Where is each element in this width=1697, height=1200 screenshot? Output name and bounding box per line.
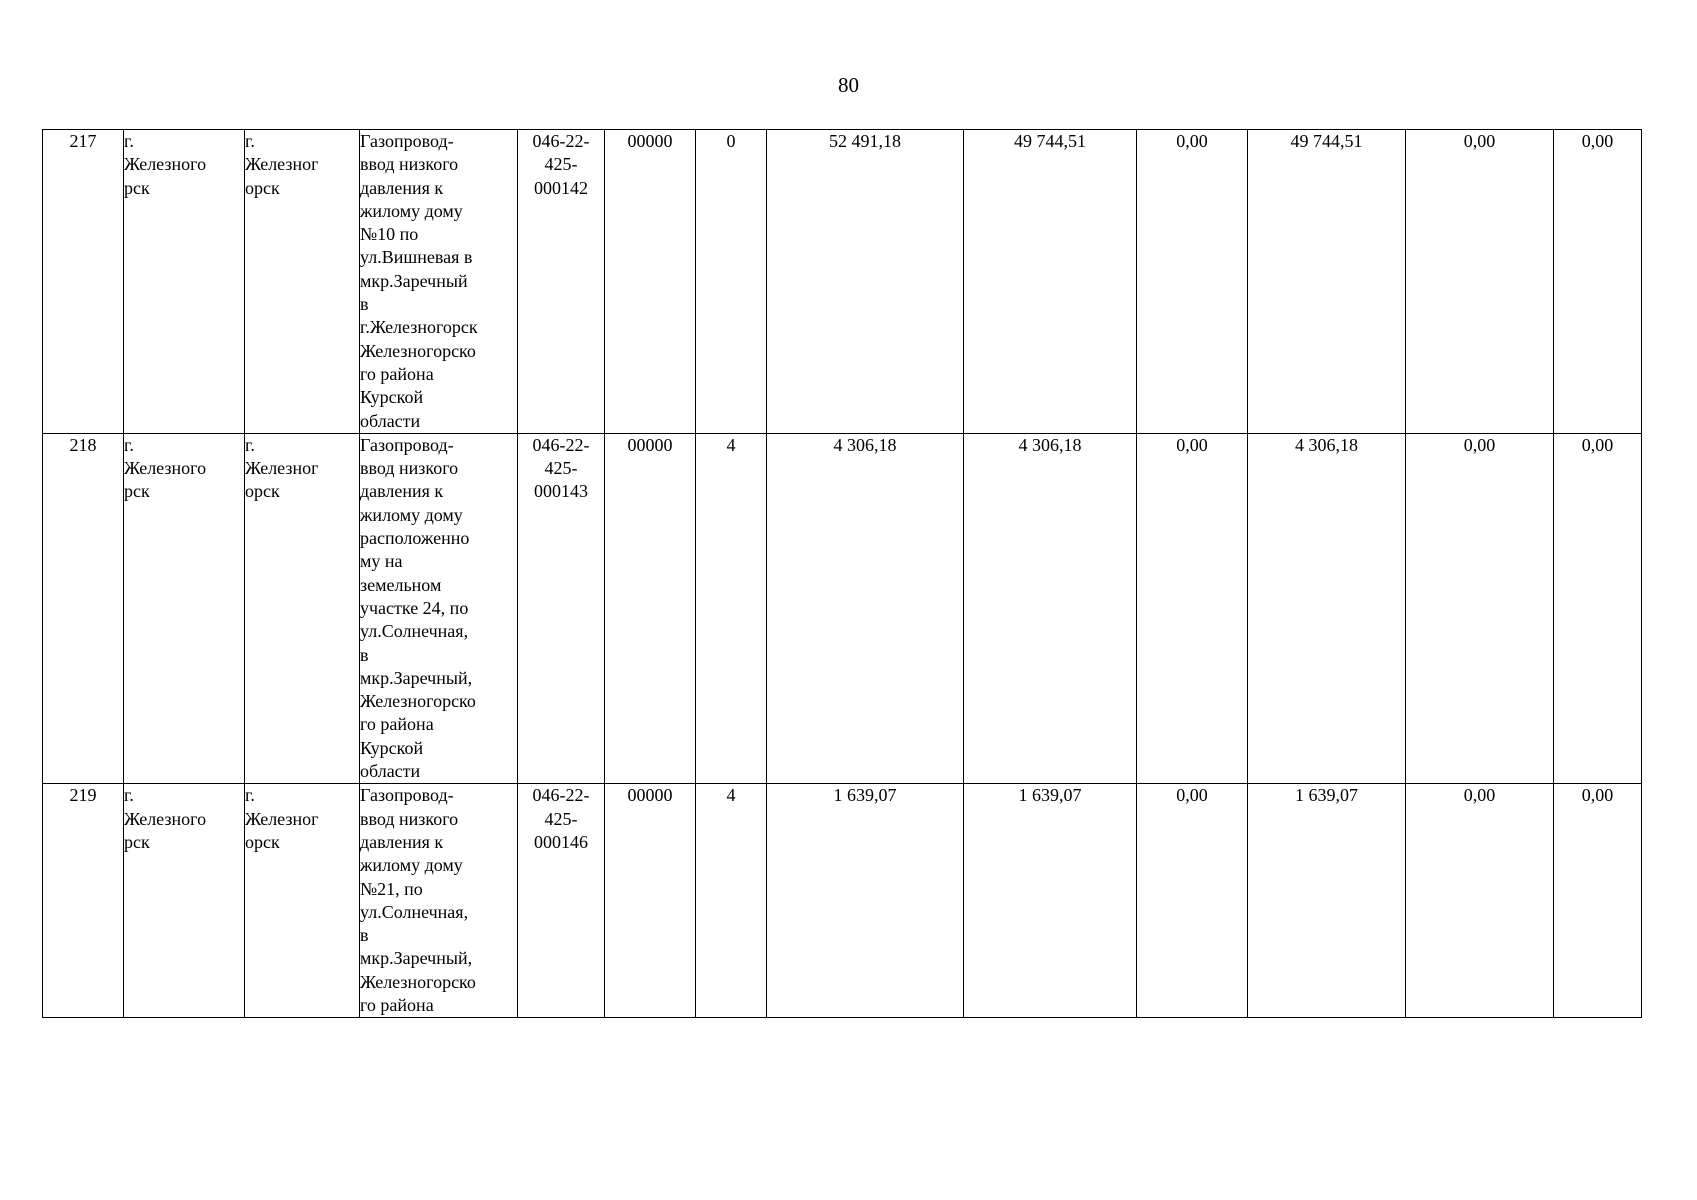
city-cell: г. Железног орск [245,130,360,434]
value-5-cell: 0,00 [1406,130,1554,434]
region-cell: г. Железного рск [124,784,245,1018]
region-cell: г. Железного рск [124,130,245,434]
value-2-cell: 1 639,07 [964,784,1137,1018]
row-number-cell: 217 [43,130,124,434]
value-1-cell: 52 491,18 [767,130,964,434]
col-a-cell: 00000 [605,784,696,1018]
assets-table [42,129,1642,1018]
value-3-cell: 0,00 [1137,130,1248,434]
value-1-cell: 1 639,07 [767,784,964,1018]
region-cell: г. Железного рск [124,433,245,783]
value-4-cell: 4 306,18 [1248,433,1406,783]
city-cell: г. Железног орск [245,784,360,1018]
row-number-cell: 219 [43,784,124,1018]
value-6-cell: 0,00 [1554,433,1642,783]
value-5-cell: 0,00 [1406,433,1554,783]
code-cell: 046-22- 425- 000142 [518,130,605,434]
description-cell: Газопровод- ввод низкого давления к жилому дому расположенно му на земельном участке 24, по ул.Солнечная, в мкр.Заречный, Железногорско го района Курской области [360,433,518,783]
value-4-cell: 49 744,51 [1248,130,1406,434]
city-cell: г. Железног орск [245,433,360,783]
col-b-cell: 4 [696,784,767,1018]
code-cell: 046-22- 425- 000146 [518,784,605,1018]
value-4-cell: 1 639,07 [1248,784,1406,1018]
value-3-cell: 0,00 [1137,433,1248,783]
value-2-cell: 4 306,18 [964,433,1137,783]
col-b-cell: 0 [696,130,767,434]
description-cell: Газопровод- ввод низкого давления к жилому дому №10 по ул.Вишневая в мкр.Заречный в г.Железногорск Железногорско го района Курской области [360,130,518,434]
value-5-cell: 0,00 [1406,784,1554,1018]
table-row [43,130,1642,434]
code-cell: 046-22- 425- 000143 [518,433,605,783]
value-1-cell: 4 306,18 [767,433,964,783]
page-number: 80 [838,73,859,97]
col-a-cell: 00000 [605,130,696,434]
value-2-cell: 49 744,51 [964,130,1137,434]
value-6-cell: 0,00 [1554,784,1642,1018]
table-row [43,433,1642,783]
value-3-cell: 0,00 [1137,784,1248,1018]
col-a-cell: 00000 [605,433,696,783]
row-number-cell: 218 [43,433,124,783]
table-row [43,784,1642,1018]
description-cell: Газопровод- ввод низкого давления к жилому дому №21, по ул.Солнечная, в мкр.Заречный, Железногорско го района [360,784,518,1018]
value-6-cell: 0,00 [1554,130,1642,434]
col-b-cell: 4 [696,433,767,783]
